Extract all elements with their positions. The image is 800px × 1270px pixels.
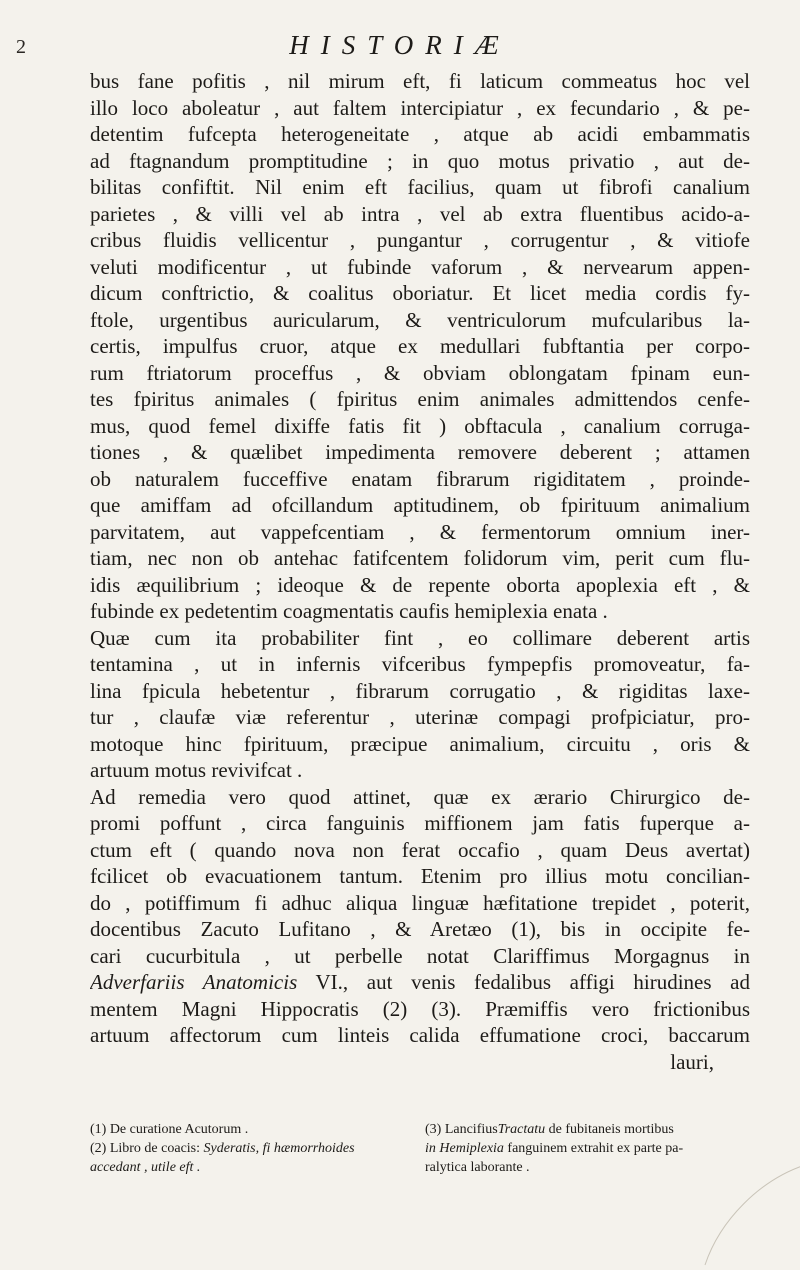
text-line: do , potiffimum fi adhuc aliqua linguæ hæfitatione trepidet , poterit,: [90, 890, 750, 915]
text-line: mus, quod femel dixiffe fatis fit ) obftacula , canalium corruga-: [90, 413, 750, 438]
page-number: 2: [16, 36, 26, 58]
text-line: parietes , & villi vel ab intra , vel ab extra fluentibus acido-a-: [90, 201, 750, 226]
text-line: Quæ cum ita probabiliter fint , eo collimare deberent artis: [90, 625, 750, 650]
text-line: tiones , & quælibet impedimenta removere deberent ; attamen: [90, 440, 750, 464]
text-line: tiam, nec non ob antehac fatifcentem folidorum vim, perit cum flu-: [90, 546, 750, 570]
main-text: [90, 68, 750, 1075]
footnote-2: [90, 1139, 420, 1158]
text-line: tes fpiritus animales ( fpiritus enim animales admittendos cenfe-: [90, 387, 750, 411]
footnote-3-line3: ralytica laborante .: [425, 1160, 530, 1175]
footnote-3-topic: in Hemiplexia: [425, 1141, 504, 1156]
cited-work-title: Adverfariis Anatomicis: [90, 970, 298, 994]
text-line: mentem Magni Hippocratis (2) (3). Præmiffis vero frictionibus: [90, 996, 750, 1021]
text-line: ctum eft ( quando nova non ferat occafio , quam Deus avertat): [90, 837, 750, 862]
text-line: motoque hinc fpirituum, præcipue animalium, circuitu , oris &: [90, 731, 750, 756]
footnote-2-continued: accedant , utile eft .: [90, 1160, 201, 1175]
footnote-3-title: de fubitaneis mortibus: [548, 1122, 674, 1137]
footnote-3-author: (3) Lancifius: [425, 1122, 498, 1137]
paper-stain-decoration: [700, 1160, 800, 1270]
text-line: certis, impulfus cruor, atque ex medullari fubftantia per corpo-: [90, 334, 750, 358]
text-line: bilitas confiftit. Nil enim eft facilius, quam ut fibrofi canalium: [90, 175, 750, 199]
text-line: cari cucurbitula , ut perbelle notat Clariffimus Morgagnus in: [90, 943, 750, 968]
footnote-3-text: fanguinem extrahit ex parte pa-: [507, 1141, 684, 1156]
text-line: detentim fufcepta heterogeneitate , atque ab acidi embammatis: [90, 122, 750, 146]
text-line: Adverfariis Anatomicis VI., aut venis fedalibus affigi hirudines ad: [90, 970, 750, 994]
text-line: ftole, urgentibus auricularum, & ventriculorum mufcularibus la-: [90, 307, 750, 332]
text-line: docentibus Zacuto Lufitano , & Aretæo (1), bis in occipite fe-: [90, 917, 750, 941]
text-line: illo loco aboleatur , aut faltem intercipiatur , ex fecundario , & pe-: [90, 95, 750, 120]
text-line: dicum conftrictio, & coalitus oboriatur. Et licet media cordis fy-: [90, 281, 750, 305]
text-line: cribus fluidis vellicentur , pungantur , corrugentur , & vitiofe: [90, 228, 750, 252]
footnote-2-source: (2) Libro de coacis:: [90, 1141, 201, 1156]
text-line: veluti modificentur , ut fubinde vaforum , & nervearum appen-: [90, 254, 750, 279]
text-line: artuum affectorum cum linteis calida effumatione croci, baccarum: [90, 1023, 750, 1047]
footnote-1: (1) De curatione Acutorum .: [90, 1122, 249, 1137]
text-line: lina fpicula hebetentur , fibrarum corrugatio , & rigiditas laxe-: [90, 678, 750, 703]
text-line: tur , claufæ viæ referentur , uterinæ compagi profpiciatur, pro-: [90, 705, 750, 729]
text-line: promi poffunt , circa fanguinis miffionem jam fatis fuperque a-: [90, 811, 750, 835]
text-line: fubinde ex pedetentim coagmentatis caufis hemiplexia enata .: [90, 599, 608, 623]
text-line: que amiffam ad ofcillandum aptitudinem, ob fpirituum animalium: [90, 493, 750, 517]
footnote-3-work: Tractatu: [497, 1122, 546, 1137]
footnotes-left-column: [90, 1120, 420, 1177]
text-line: tentamina , ut in infernis vifceribus fympepfis promoveatur, fa-: [90, 652, 750, 676]
footnote-3: [425, 1120, 755, 1139]
text-line: ob naturalem fucceffive enatam fibrarum rigiditatem , proinde-: [90, 466, 750, 491]
text-line: fcilicet ob evacuationem tantum. Etenim pro illius motu concilian-: [90, 864, 750, 888]
text-line: artuum motus revivifcat .: [90, 758, 303, 782]
running-title: HISTORIÆ: [289, 30, 511, 60]
text-line: rum ftriatorum proceffus , & obviam oblongatam fpinam eun-: [90, 360, 750, 385]
footnote-2-quote: Syderatis, fi hæmorrhoides: [203, 1141, 355, 1156]
text-line: bus fane pofitis , nil mirum eft, fi laticum commeatus hoc vel: [90, 69, 750, 93]
text-line: ad ftagnandum promptitudine ; in quo motus privatio , aut de-: [90, 148, 750, 173]
text-line: parvitatem, aut vappefcentiam , & fermentorum omnium iner-: [90, 519, 750, 544]
text-line: Ad remedia vero quod attinet, quæ ex ærario Chirurgico de-: [90, 784, 750, 809]
text-line: idis æquilibrium ; ideoque & de repente oborta apoplexia eft , &: [90, 572, 750, 597]
footnote-3-line2: [425, 1139, 755, 1158]
text-line: lauri,: [670, 1049, 714, 1074]
